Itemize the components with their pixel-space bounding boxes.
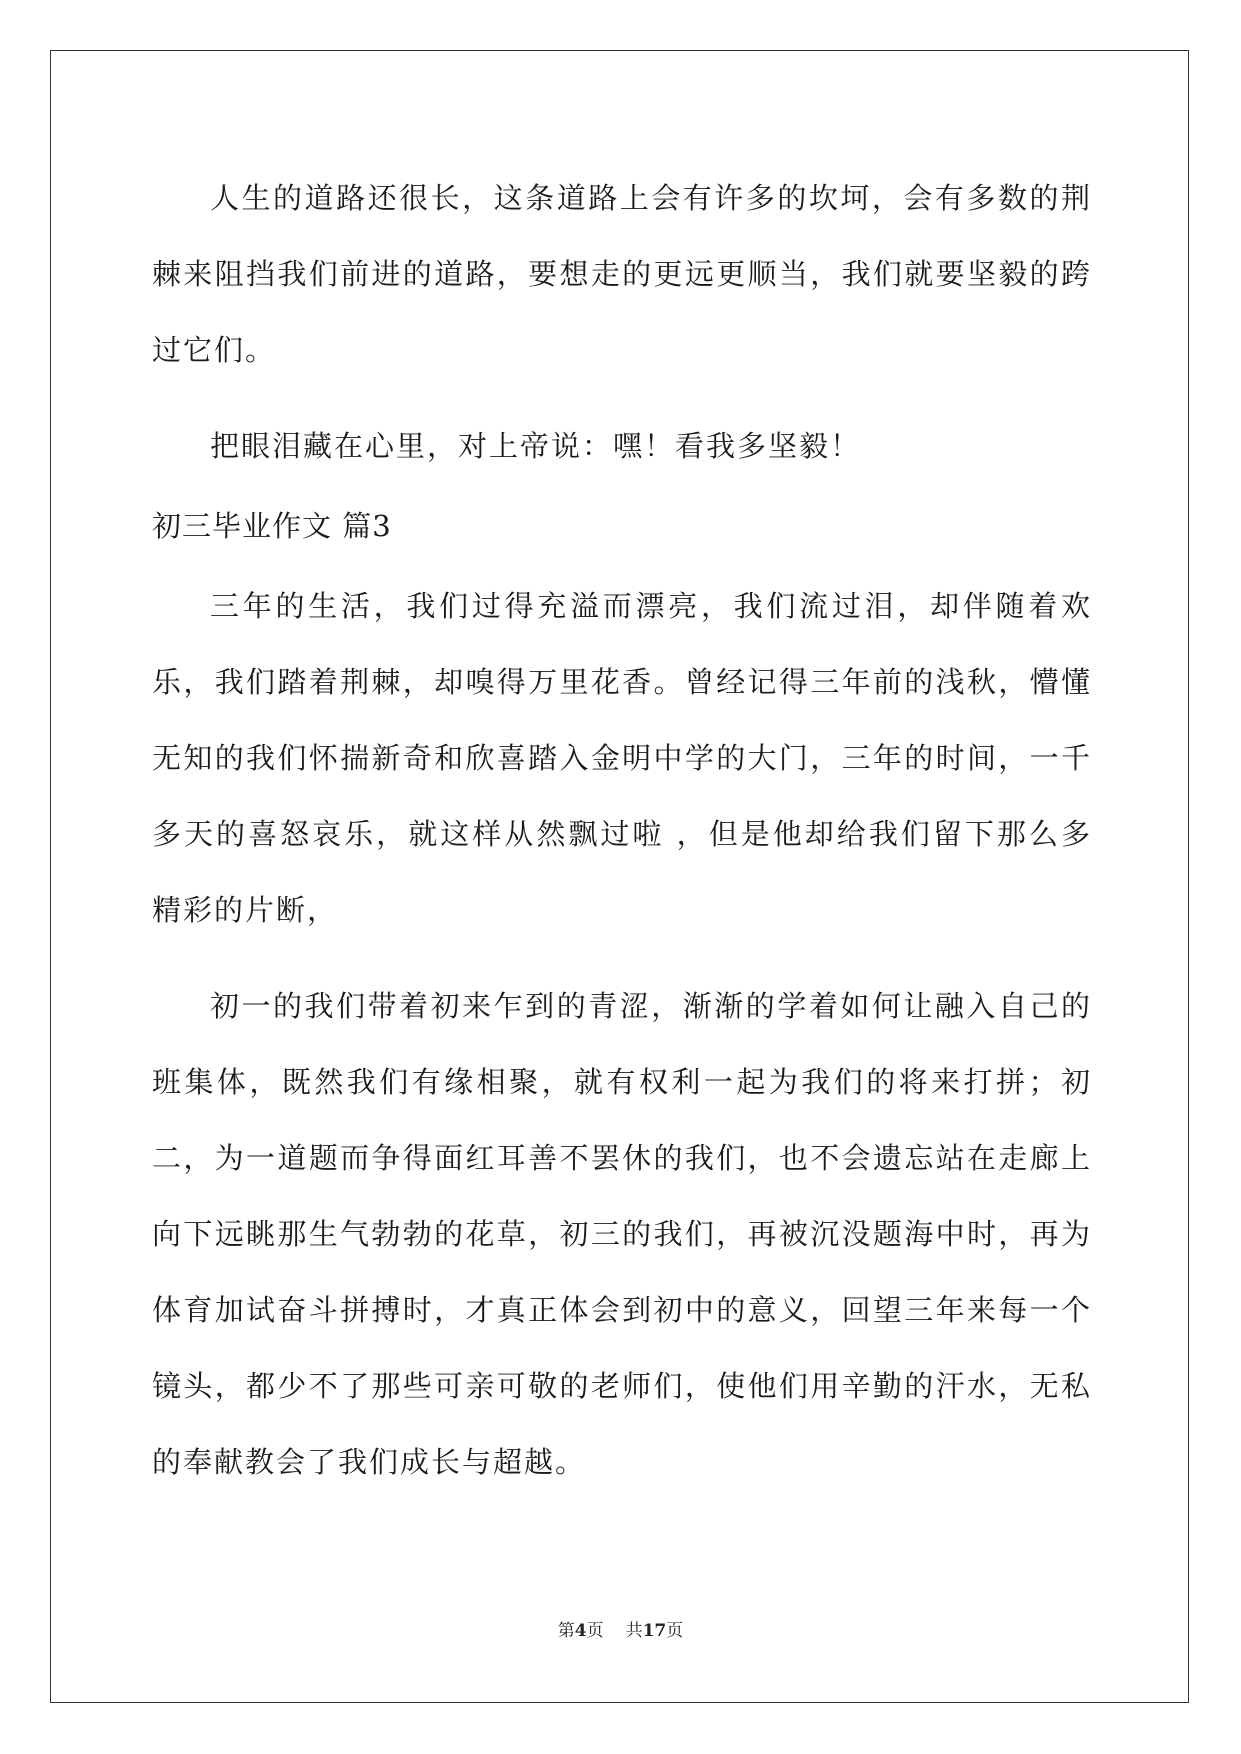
page-suffix: 页 bbox=[586, 1621, 604, 1641]
total-pages: 17 bbox=[642, 1621, 667, 1641]
total-prefix: 共 bbox=[625, 1621, 643, 1641]
paragraph-1: 人生的道路还很长，这条道路上会有许多的坎坷，会有多数的荆棘来阻挡我们前进的道路，要想走的更远更顺当，我们就要坚毅的跨过它们。 bbox=[152, 181, 1092, 367]
paragraph-3: 三年的生活，我们过得充溢而漂亮，我们流过泪，却伴随着欢乐，我们踏着荆棘，却嗅得万里花香。曾经记得三年前的浅秋，懵懂无知的我们怀揣新奇和欣喜踏入金明中学的大门，三年的时间，一千多天的喜怒哀乐，就这样从然飘过啦 ，但是他却给我们留下那么多精彩的片断， bbox=[152, 589, 1092, 927]
page-footer bbox=[0, 1616, 1241, 1641]
document-body bbox=[152, 160, 1092, 1520]
paragraph-2: 把眼泪藏在心里，对上帝说：嘿！看我多坚毅！ bbox=[210, 429, 862, 463]
page-number: 4 bbox=[574, 1621, 587, 1641]
section-heading: 初三毕业作文 篇3 bbox=[152, 509, 392, 543]
page-prefix: 第 bbox=[557, 1621, 575, 1641]
total-suffix: 页 bbox=[666, 1621, 684, 1641]
paragraph-4: 初一的我们带着初来乍到的青涩，渐渐的学着如何让融入自己的班集体，既然我们有缘相聚，就有权利一起为我们的将来打拼；初二，为一道题而争得面红耳善不罢休的我们，也不会遗忘站在走廊上向下远眺那生气勃勃的花草，初三的我们，再被沉没题海中时，再为体育加试奋斗拼搏时，才真正体会到初中的意义，回望三年来每一个镜头，都少不了那些可亲可敬的老师们，使他们用辛勤的汗水，无私的奉献教会了我们成长与超越。 bbox=[152, 989, 1092, 1479]
